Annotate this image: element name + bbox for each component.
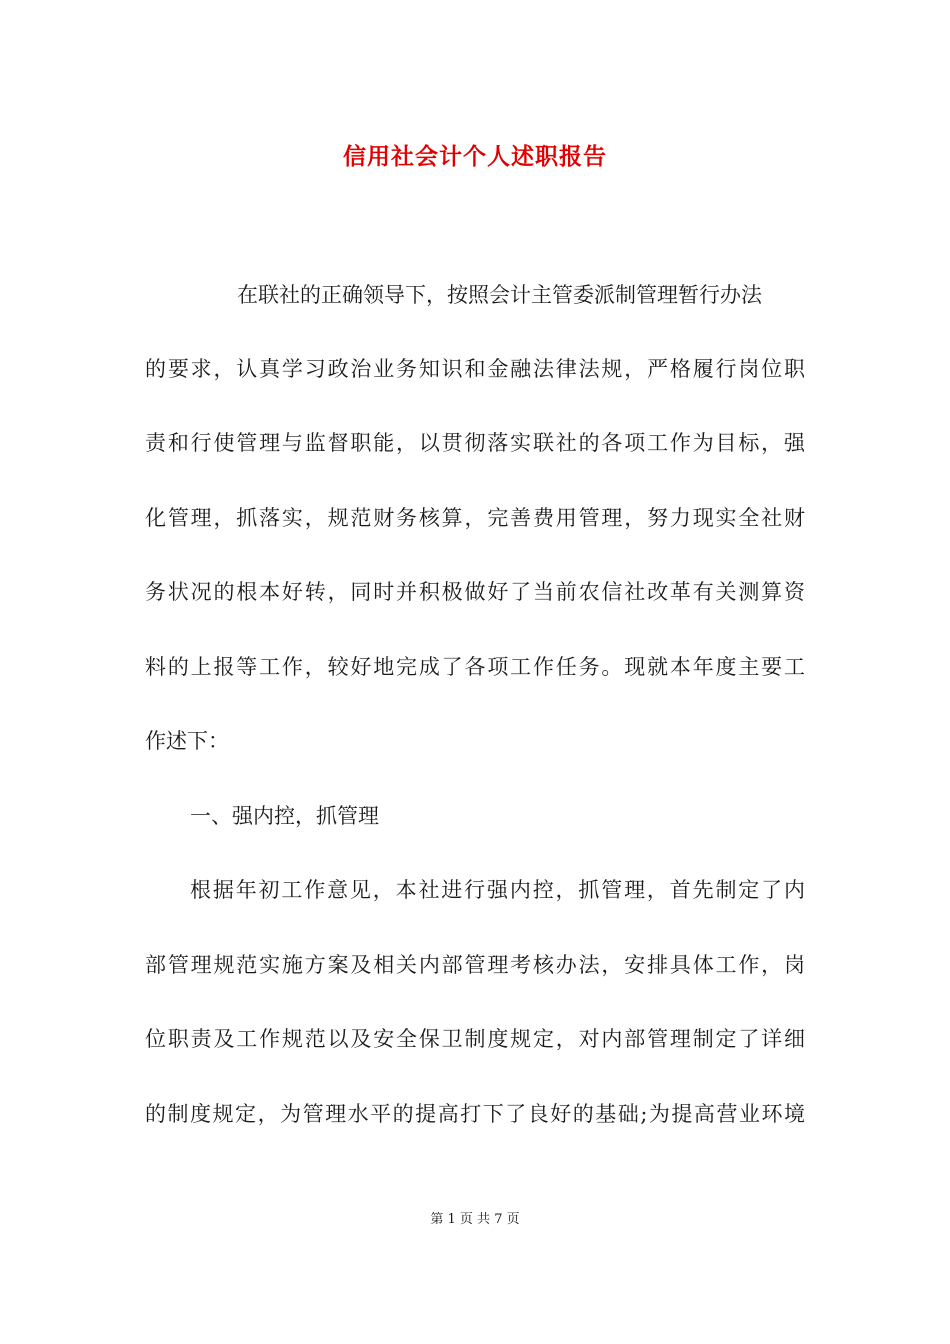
paragraph-line: 化管理，抓落实，规范财务核算，完善费用管理，努力现实全社财	[145, 506, 805, 530]
paragraph-line: 在联社的正确领导下，按照会计主管委派制管理暂行办法	[237, 283, 762, 307]
paragraph-line: 作述下：	[145, 729, 229, 753]
paragraph-line: 的要求，认真学习政治业务知识和金融法律法规，严格履行岗位职	[145, 357, 805, 381]
paragraph-line: 料的上报等工作，较好地完成了各项工作任务。现就本年度主要工	[145, 655, 805, 679]
paragraph-line: 务状况的根本好转，同时并积极做好了当前农信社改革有关测算资	[145, 580, 805, 604]
document-title: 信用社会计个人述职报告	[343, 143, 607, 170]
paragraph-line: 根据年初工作意见，本社进行强内控，抓管理，首先制定了内	[190, 878, 805, 902]
section-heading: 一、强内控，抓管理	[190, 804, 379, 828]
page-footer: 第 1 页 共 7 页	[430, 1212, 520, 1227]
paragraph-line: 责和行使管理与监督职能，以贯彻落实联社的各项工作为目标，强	[145, 431, 805, 455]
paragraph-line: 的制度规定，为管理水平的提高打下了良好的基础;为提高营业环境	[145, 1102, 805, 1126]
paragraph-line: 部管理规范实施方案及相关内部管理考核办法，安排具体工作，岗	[145, 953, 805, 977]
paragraph-line: 位职责及工作规范以及安全保卫制度规定，对内部管理制定了详细	[145, 1027, 805, 1051]
